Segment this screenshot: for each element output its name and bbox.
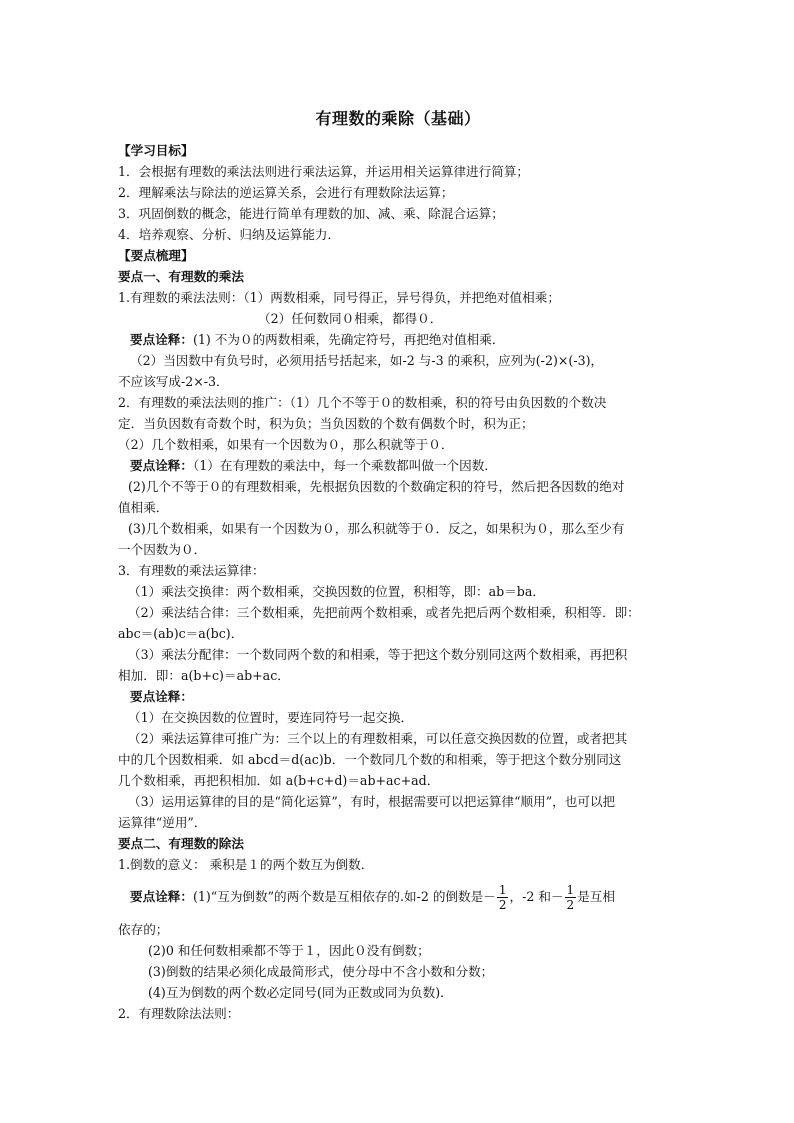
note-text: (1)“互为倒数”的两个数是互相依存的.如-2 的倒数是－ [192, 889, 496, 904]
document-page [118, 106, 678, 1024]
note1-b1: （2）当因数中有负号时，必须用括号括起来，如-2 与-3 的乘积，应列为(-2)×(-3)， [130, 353, 604, 368]
rule2-3: （2）几个数相乘，如果有一个因数为０，那么积就等于０． [118, 437, 454, 452]
law3-1: （3）乘法分配律：一个数同两个数的和相乘，等于把这个数分别同这两个数相乘，再把积 [128, 647, 628, 662]
section2-heading: 要点二、有理数的除法 [118, 836, 244, 851]
goal-item: 2．理解乘法与除法的逆运算关系，会进行有理数除法运算； [118, 185, 454, 200]
law3-2: 相加．即：a(b+c)＝ab+ac． [118, 668, 290, 683]
reciprocal-note-b: (2)0 和任何数相乘都不等于１，因此０没有倒数； [148, 943, 430, 958]
division-rule: 2．有理数除法法则： [118, 1006, 240, 1021]
note1-line [118, 329, 678, 350]
reciprocal-note-a-end: 依存的； [118, 922, 169, 937]
fraction-denominator: 2 [566, 898, 575, 912]
note2-b1: (2)几个不等于０的有理数相乘，先根据负因数的个数确定积的符号，然后把各因数的绝对 [128, 479, 625, 494]
section1-heading: 要点一、有理数的乘法 [118, 269, 244, 284]
rule1b: （2）任何数同０相乘，都得０． [258, 311, 443, 326]
note-text: ，-2 和－ [509, 889, 564, 904]
learning-goals-heading: 【学习目标】 [118, 143, 194, 158]
note3-a: （1）在交换因数的位置时，要连同符号一起交换． [128, 710, 414, 725]
law1: （1）乘法交换律：两个数相乘，交换因数的位置，积相等，即：ab＝ba． [128, 584, 545, 599]
rule2-1: 2．有理数的乘法法则的推广：（1）几个不等于０的数相乘，积的符号由负因数的个数决 [118, 395, 607, 410]
note3-b1: （2）乘法运算律可推广为：三个以上的有理数相乘，可以任意交换因数的位置，或者把其 [128, 731, 628, 746]
note-text: (1) 不为０的两数相乘，先确定符号，再把绝对值相乘． [192, 332, 505, 347]
note3-c2: 运算律“逆用”． [118, 815, 207, 830]
reciprocal-note-line [118, 875, 678, 919]
note-text: 是互相 [577, 889, 615, 904]
note2-c2: 一个因数为０． [118, 542, 207, 557]
note3-b2: 中的几个因数相乘．如 abcd＝d(ac)b．一个数同几个数的和相乘，等于把这个数分别同这 [118, 752, 622, 767]
note-label: 要点诠释： [130, 889, 193, 904]
note3-label: 要点诠释： [130, 689, 193, 704]
rule2-2: 定．当负因数有奇数个时，积为负；当负因数的个数有偶数个时，积为正； [118, 416, 534, 431]
note2-b2: 值相乘． [118, 500, 169, 515]
reciprocal-note-c: (3)倒数的结果必须化成最简形式，使分母中不含小数和分数； [148, 964, 494, 979]
fraction-one-half [497, 883, 509, 912]
note3-b3: 几个数相乘，再把积相加．如 a(b+c+d)＝ab+ac+ad． [118, 773, 440, 788]
note1-b2: 不应该写成-2×-3． [118, 374, 229, 389]
note-label: 要点诠释： [130, 458, 193, 473]
reciprocal-note-d: (4)互为倒数的两个数必定同号(同为正数或同为负数)． [148, 985, 453, 1000]
fraction-numerator: 1 [566, 883, 575, 897]
note2-c1: (3)几个数相乘，如果有一个因数为０，那么积就等于０．反之，如果积为０，那么至少有 [128, 521, 625, 536]
page-title: 有理数的乘除（基础） [315, 109, 481, 128]
goal-item: 4．培养观察、分析、归纳及运算能力． [118, 227, 341, 242]
key-points-heading: 【要点梳理】 [118, 248, 194, 263]
note3-c1: （3）运用运算律的目的是“简化运算”，有时，根据需要可以把运算律“顺用”，也可以把 [128, 794, 616, 809]
law2-2: abc＝(ab)c＝a(bc)． [118, 626, 244, 641]
goal-item: 1．会根据有理数的乘法法则进行乘法运算，并运用相关运算律进行简算； [118, 164, 530, 179]
fraction-denominator: 2 [498, 898, 507, 912]
note2-line [118, 455, 678, 476]
rule1a: 1.有理数的乘法法则：（1）两数相乘，同号得正，异号得负，并把绝对值相乘； [118, 290, 560, 305]
note-text: （1）在有理数的乘法中，每一个乘数都叫做一个因数． [192, 458, 497, 473]
goal-item: 3．巩固倒数的概念，能进行简单有理数的加、减、乘、除混合运算； [118, 206, 504, 221]
fraction-one-half [565, 883, 577, 912]
rule3: 3．有理数的乘法运算律： [118, 563, 265, 578]
note-label: 要点诠释： [130, 332, 193, 347]
law2-1: （2）乘法结合律：三个数相乘，先把前两个数相乘，或者先把后两个数相乘，积相等．即： [128, 605, 640, 620]
reciprocal-definition: 1.倒数的意义： 乘积是１的两个数互为倒数． [118, 857, 374, 872]
fraction-numerator: 1 [498, 883, 507, 897]
